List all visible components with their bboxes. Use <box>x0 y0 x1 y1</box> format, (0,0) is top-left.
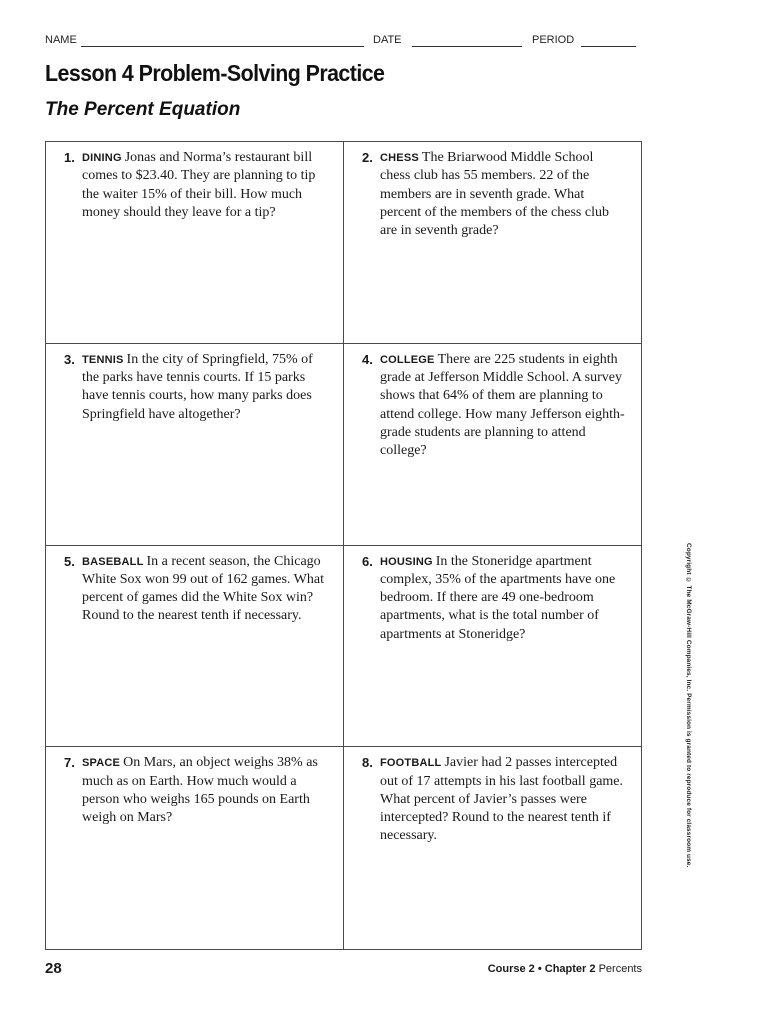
problem-cell-1[interactable] <box>46 142 344 344</box>
problem-category: BASEBALL <box>82 555 144 568</box>
lesson-subtitle: The Percent Equation <box>45 99 241 120</box>
problem-text: On Mars, an object weighs 38% as much as on Earth. How much would a person who weighs 165 pounds on Earth weigh on Mars? <box>82 755 318 826</box>
problem-number: 7. <box>64 755 75 771</box>
date-label: DATE <box>373 34 402 46</box>
problem-number: 3. <box>64 351 75 367</box>
copyright-notice: Copyright © The McGraw-Hill Companies, Inc. Permission is granted to reproduce for classroom use. <box>685 543 692 868</box>
problem-text: The Briarwood Middle School chess club has 55 members. 22 of the members are in seventh grade. What percent of the members of the chess club are in seventh grade? <box>380 150 609 239</box>
problem-number: 4. <box>362 351 373 367</box>
problem-cell-5[interactable] <box>46 546 344 748</box>
problem-category: FOOTBALL <box>380 757 442 770</box>
problem-number: 5. <box>64 553 75 569</box>
problem-number: 1. <box>64 150 75 165</box>
course-label: Course 2 <box>487 963 535 975</box>
problem-text: Javier had 2 passes intercepted out of 17 attempts in his last football game. What percent of Javier’s passes were intercepted? Round to the nearest tenth if necessary. <box>380 755 624 844</box>
problem-number: 8. <box>362 755 373 771</box>
problem-cell-7[interactable] <box>46 747 344 949</box>
problem-category: COLLEGE <box>380 353 435 366</box>
name-blank[interactable] <box>81 46 364 47</box>
period-label: PERIOD <box>532 34 575 46</box>
problem-number: 6. <box>362 553 373 569</box>
problem-grid <box>45 141 642 950</box>
problem-text: In a recent season, the Chicago White Sox won 99 out of 162 games. What percent of games did the White Sox win? Round to the nearest tenth if necessary. <box>82 553 324 624</box>
problem-text: There are 225 students in eighth grade at Jefferson Middle School. A survey shows that 64% of them are planning to attend college. How many Jefferson eighth-grade students are planning to attend college? <box>380 351 625 459</box>
chapter-topic: Percents <box>598 963 642 975</box>
chapter-label: Chapter 2 <box>544 963 596 975</box>
problem-category: TENNIS <box>82 353 124 366</box>
problem-category: HOUSING <box>380 555 433 568</box>
course-footer <box>488 963 642 975</box>
date-blank[interactable] <box>412 46 522 47</box>
problem-text: Jonas and Norma’s restaurant bill comes to $23.40. They are planning to tip the waiter 15% of their bill. How much money should they leave for a tip? <box>82 150 316 220</box>
problem-category: CHESS <box>380 152 419 164</box>
problem-text: In the city of Springfield, 75% of the parks have tennis courts. If 15 parks have tennis courts, how many parks does Springfield have altogether? <box>82 351 313 422</box>
problem-cell-4[interactable] <box>344 344 641 546</box>
lesson-title: Lesson 4 Problem-Solving Practice <box>45 60 385 86</box>
problem-text: In the Stoneridge apartment complex, 35% of the apartments have one bedroom. If there are 49 one-bedroom apartments, what is the total number of apartments at Stoneridge? <box>380 553 616 642</box>
footer-bullet: • <box>537 963 542 975</box>
problem-cell-3[interactable] <box>46 344 344 546</box>
page-number: 28 <box>45 960 62 977</box>
problem-number: 2. <box>362 150 373 165</box>
name-label: NAME <box>45 34 77 46</box>
problem-category: DINING <box>82 152 122 164</box>
problem-cell-2[interactable] <box>344 142 641 344</box>
problem-cell-8[interactable] <box>344 747 641 949</box>
problem-category: SPACE <box>82 757 121 770</box>
problem-cell-6[interactable] <box>344 546 641 748</box>
student-info-header <box>45 34 645 50</box>
period-blank[interactable] <box>581 46 636 47</box>
